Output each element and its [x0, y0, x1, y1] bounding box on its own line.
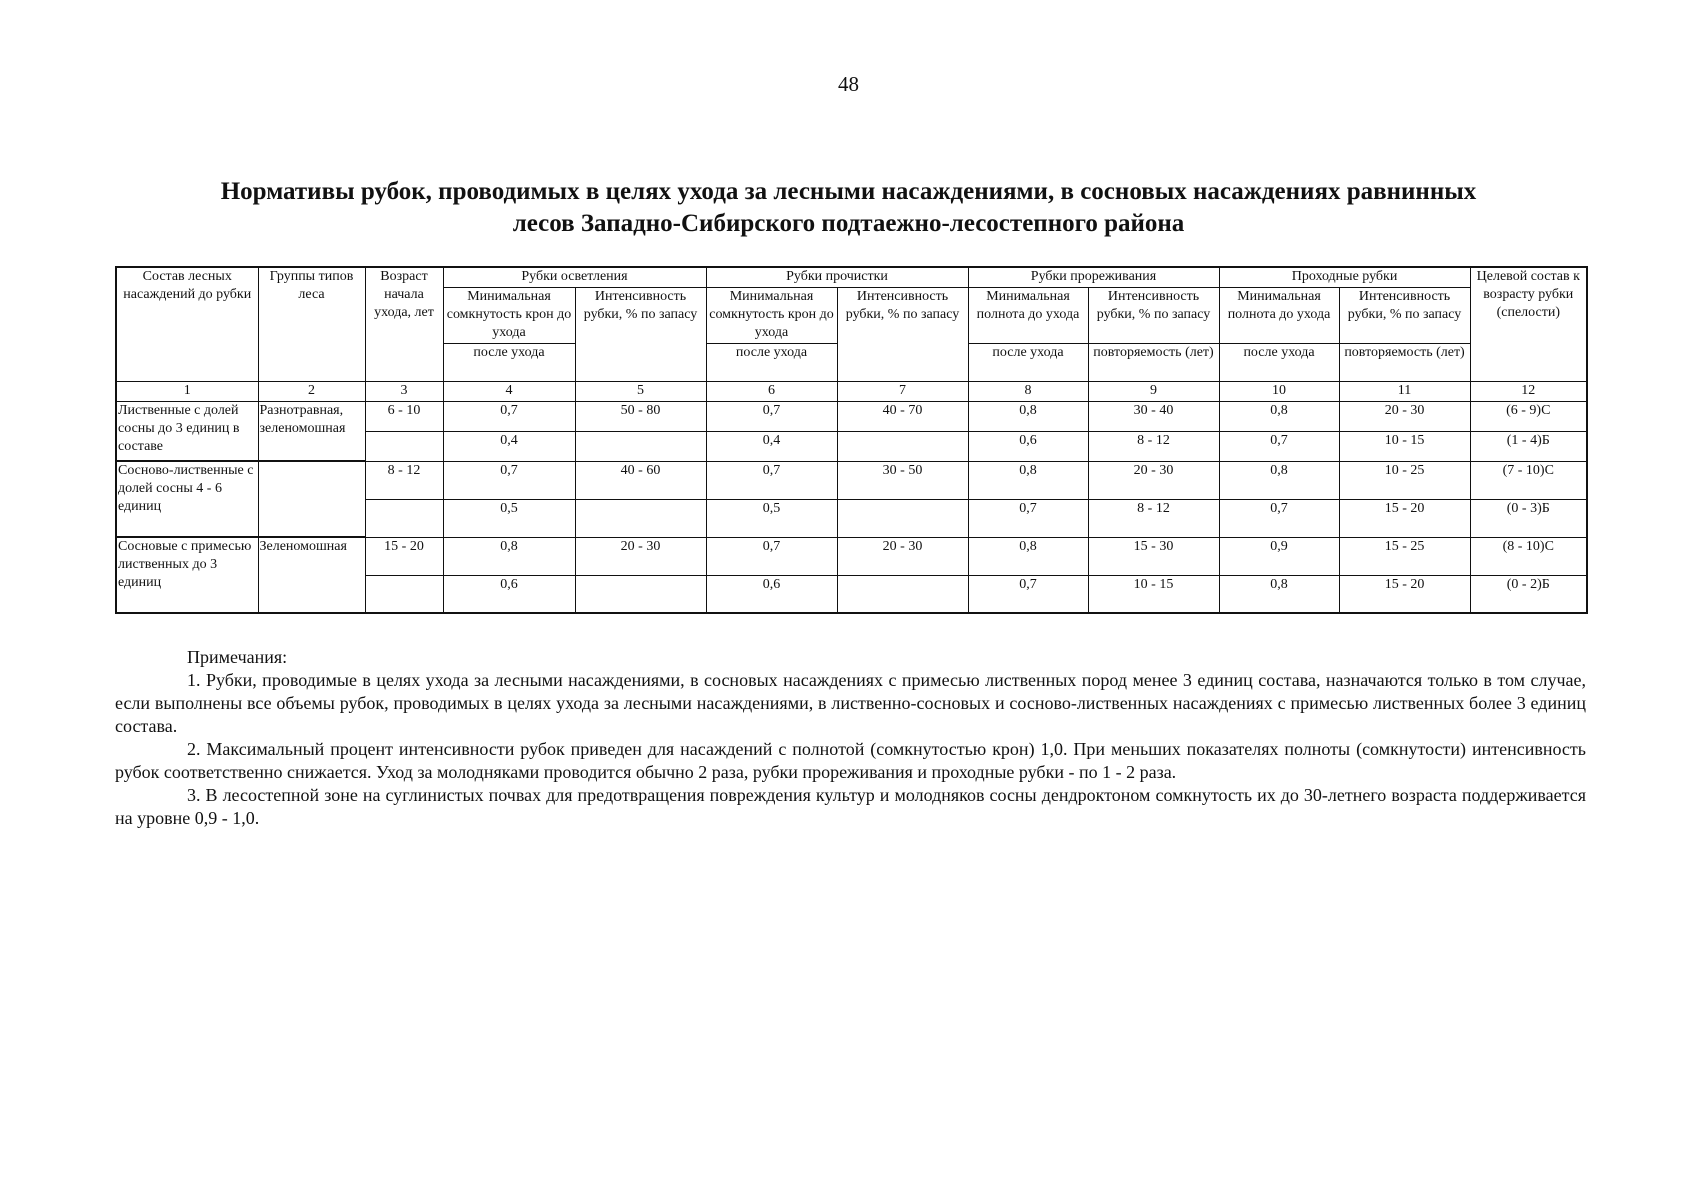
- table-cell: 0,7: [706, 537, 837, 575]
- header-after-care-4: после ухода: [443, 343, 575, 381]
- column-number: 9: [1088, 381, 1219, 401]
- table-cell: 20 - 30: [1339, 401, 1470, 431]
- table-cell: 30 - 40: [1088, 401, 1219, 431]
- table-cell: 0,7: [443, 401, 575, 431]
- table-cell: [575, 575, 706, 613]
- table-cell: 0,7: [1219, 431, 1339, 461]
- table-cell: [837, 431, 968, 461]
- note-item: 3. В лесостепной зоне на суглинистых почвах для предотвращения повреждения культур и молодняков сосны дендроктоном сомкнутость их до 30-летнего возраста поддерживается на уровне 0,9 - 1,0.: [115, 785, 1586, 828]
- table-cell: 15 - 25: [1339, 537, 1470, 575]
- table-cell: 0,7: [706, 461, 837, 499]
- table-cell: [575, 499, 706, 537]
- column-number: 10: [1219, 381, 1339, 401]
- header-composition: Состав лесных насаждений до рубки: [116, 267, 258, 381]
- table-cell: 0,7: [706, 401, 837, 431]
- forest-type-cell: [258, 461, 365, 537]
- table-cell: 30 - 50: [837, 461, 968, 499]
- title-line-2: лесов Западно-Сибирского подтаежно-лесостепного района: [512, 210, 1185, 237]
- header-after-care-10: после ухода: [1219, 343, 1339, 381]
- table-cell: 0,8: [443, 537, 575, 575]
- table-cell: 0,4: [443, 431, 575, 461]
- table-cell: 0,8: [1219, 401, 1339, 431]
- column-number: 8: [968, 381, 1088, 401]
- header-repeatability-9: повторяемость (лет): [1088, 343, 1219, 381]
- column-number: 4: [443, 381, 575, 401]
- table-cell: 0,5: [706, 499, 837, 537]
- header-min-closure-4: Минимальная сомкнутость крон до ухода: [443, 287, 575, 343]
- table-cell: (6 - 9)С: [1470, 401, 1587, 431]
- column-number: 7: [837, 381, 968, 401]
- table-row: [116, 537, 1587, 575]
- header-target-composition: Целевой состав к возрасту рубки (спелости): [1470, 267, 1587, 381]
- table-cell: 0,7: [1219, 499, 1339, 537]
- table-cell: (0 - 3)Б: [1470, 499, 1587, 537]
- table-cell: 0,7: [968, 575, 1088, 613]
- table-cell: 0,7: [443, 461, 575, 499]
- table-cell: (7 - 10)С: [1470, 461, 1587, 499]
- composition-cell: Сосново-лиственные с долей сосны 4 - 6 единиц: [116, 461, 258, 537]
- header-intensity-9: Интенсивность рубки, % по запасу: [1088, 287, 1219, 343]
- header-after-care-6: после ухода: [706, 343, 837, 381]
- table-cell: 0,8: [968, 401, 1088, 431]
- table-cell: (8 - 10)С: [1470, 537, 1587, 575]
- table-cell: 10 - 25: [1339, 461, 1470, 499]
- document-title: [120, 176, 1577, 240]
- header-min-density-10: Минимальная полнота до ухода: [1219, 287, 1339, 343]
- column-number: 6: [706, 381, 837, 401]
- page-number: 48: [838, 72, 859, 96]
- table-cell: 0,8: [968, 461, 1088, 499]
- header-after-care-8: после ухода: [968, 343, 1088, 381]
- table-cell: 10 - 15: [1088, 575, 1219, 613]
- header-row-1: [116, 267, 1587, 287]
- table-cell: 8 - 12: [1088, 499, 1219, 537]
- table-cell: (1 - 4)Б: [1470, 431, 1587, 461]
- table-cell: 0,9: [1219, 537, 1339, 575]
- header-repeatability-11: повторяемость (лет): [1339, 343, 1470, 381]
- header-group-prorezhivanie: Рубки прореживания: [968, 267, 1219, 287]
- table-cell: 20 - 30: [837, 537, 968, 575]
- table-cell: 0,7: [968, 499, 1088, 537]
- table-cell: 10 - 15: [1339, 431, 1470, 461]
- table-cell: 40 - 70: [837, 401, 968, 431]
- header-intensity-11: Интенсивность рубки, % по запасу: [1339, 287, 1470, 343]
- table-cell: [365, 575, 443, 613]
- column-number-row: [116, 381, 1587, 401]
- header-intensity-7: Интенсивность рубки, % по запасу: [837, 287, 968, 381]
- table-row: [116, 461, 1587, 499]
- table-cell: 0,8: [968, 537, 1088, 575]
- column-number: 2: [258, 381, 365, 401]
- table-cell: 40 - 60: [575, 461, 706, 499]
- header-group-prokhodnye: Проходные рубки: [1219, 267, 1470, 287]
- column-number: 3: [365, 381, 443, 401]
- header-group-prochistki: Рубки прочистки: [706, 267, 968, 287]
- header-group-osvetlenie: Рубки осветления: [443, 267, 706, 287]
- table-cell: [365, 431, 443, 461]
- table-cell: 15 - 20: [365, 537, 443, 575]
- table-cell: 0,6: [968, 431, 1088, 461]
- table-cell: 0,5: [443, 499, 575, 537]
- table-cell: 0,4: [706, 431, 837, 461]
- table-cell: 0,6: [443, 575, 575, 613]
- forest-type-cell: Разнотравная, зеленомошная: [258, 401, 365, 461]
- table-cell: 15 - 30: [1088, 537, 1219, 575]
- table-cell: 15 - 20: [1339, 575, 1470, 613]
- note-item: 2. Максимальный процент интенсивности рубок приведен для насаждений с полнотой (сомкнутостью крон) 1,0. При меньших показателях полноты (сомкнутости) интенсивность рубок соответственно снижается. Уход за молодняками проводится обычно 2 раза, рубки прореживания и проходные рубки - по 1 - 2 раза.: [115, 739, 1586, 782]
- header-intensity-5: Интенсивность рубки, % по запасу: [575, 287, 706, 381]
- notes-heading: Примечания:: [187, 647, 288, 667]
- table-cell: 0,8: [1219, 575, 1339, 613]
- header-min-density-8: Минимальная полнота до ухода: [968, 287, 1088, 343]
- norms-table: [115, 266, 1588, 614]
- note-item: 1. Рубки, проводимые в целях ухода за лесными насаждениями, в сосновых насаждениях с примесью лиственных пород менее 3 единиц состава, назначаются только в том случае, если выполнены все объемы рубок, проводимых в целях ухода за лесными насаждениями, в лиственно-сосновых и сосново-лиственных насаждениях с примесью лиственных более 3 единиц состава.: [115, 670, 1586, 736]
- table-cell: 0,8: [1219, 461, 1339, 499]
- forest-type-cell: Зеленомошная: [258, 537, 365, 613]
- column-number: 11: [1339, 381, 1470, 401]
- table-cell: 0,6: [706, 575, 837, 613]
- header-age-start: Возраст начала ухода, лет: [365, 267, 443, 381]
- table-cell: 8 - 12: [365, 461, 443, 499]
- title-line-1: Нормативы рубок, проводимых в целях ухода за лесными насаждениями, в сосновых насаждениях равнинных: [220, 178, 1477, 205]
- header-forest-types: Группы типов леса: [258, 267, 365, 381]
- table-cell: [837, 575, 968, 613]
- composition-cell: Лиственные с долей сосны до 3 единиц в составе: [116, 401, 258, 461]
- header-min-closure-6: Минимальная сомкнутость крон до ухода: [706, 287, 837, 343]
- column-number: 12: [1470, 381, 1587, 401]
- column-number: 5: [575, 381, 706, 401]
- table-cell: 15 - 20: [1339, 499, 1470, 537]
- table-cell: (0 - 2)Б: [1470, 575, 1587, 613]
- table-cell: 8 - 12: [1088, 431, 1219, 461]
- table-cell: [575, 431, 706, 461]
- table-cell: 50 - 80: [575, 401, 706, 431]
- table-cell: [837, 499, 968, 537]
- composition-cell: Сосновые с примесью лиственных до 3 единиц: [116, 537, 258, 613]
- table-cell: 20 - 30: [1088, 461, 1219, 499]
- table-cell: 20 - 30: [575, 537, 706, 575]
- table-cell: 6 - 10: [365, 401, 443, 431]
- table-cell: [365, 499, 443, 537]
- notes-section: [115, 646, 1586, 830]
- column-number: 1: [116, 381, 258, 401]
- table-row: [116, 401, 1587, 431]
